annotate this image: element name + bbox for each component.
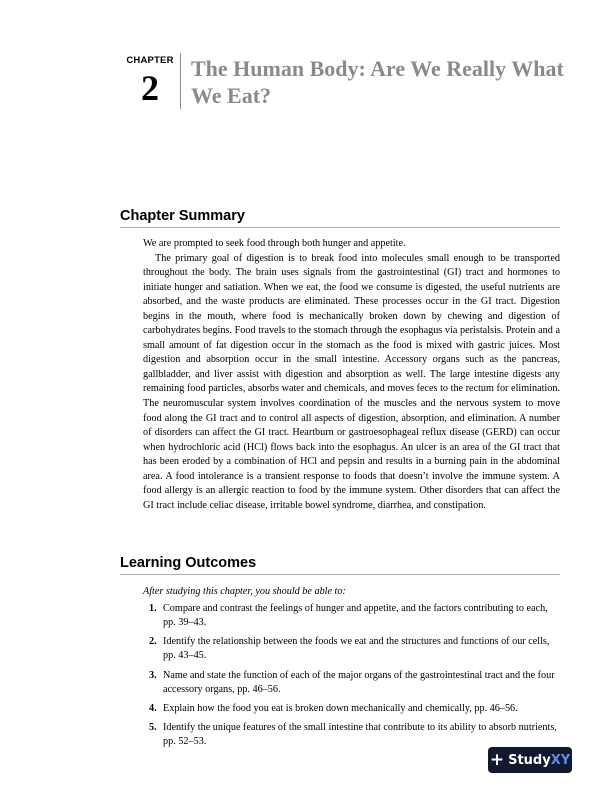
chapter-number: 2 [141, 68, 159, 108]
list-item-number: 2. [149, 636, 157, 648]
summary-divider [120, 227, 560, 228]
list-item-number: 4. [149, 702, 157, 714]
plus-icon: + [489, 749, 505, 770]
list-item-text: Explain how the food you eat is broken down mechanically and chemically, pp. 46–56. [163, 702, 518, 714]
chapter-divider [180, 53, 181, 109]
outcomes-divider [120, 574, 560, 575]
list-item [143, 721, 560, 749]
list-item-text: Identify the relationship between the foods we eat and the structures and functions of our cells, pp. 43–45. [163, 636, 550, 662]
list-item-number: 5. [149, 722, 157, 734]
list-item [143, 669, 560, 697]
outcomes-intro: After studying this chapter, you should be able to: [143, 586, 346, 597]
list-item [143, 602, 560, 630]
chapter-title: The Human Body: Are We Really What We Eat? [191, 56, 564, 108]
list-item-text: Name and state the function of each of the major organs of the gastrointestinal tract and the four accessory organs, pp. 46–56. [163, 669, 555, 695]
chapter-label: CHAPTER [126, 55, 174, 66]
list-item-number: 1. [149, 603, 157, 614]
list-item-number: 3. [149, 669, 157, 681]
list-item [143, 635, 560, 663]
studyxy-badge[interactable] [488, 747, 572, 773]
summary-body [143, 237, 560, 513]
list-item [143, 702, 560, 716]
brand-suffix: XY [550, 752, 571, 768]
summary-heading: Chapter Summary [120, 208, 245, 224]
outcomes-list [143, 602, 560, 754]
list-item-text: Compare and contrast the feelings of hunger and appetite, and the factors contributing to each, pp. 39–43. [163, 603, 548, 628]
summary-paragraph: We are prompted to seek food through both hunger and appetite. [143, 238, 406, 249]
outcomes-heading: Learning Outcomes [120, 555, 257, 571]
summary-paragraph: The primary goal of digestion is to break food into molecules small enough to be transported throughout the body. The brain uses signals from the gastrointestinal (GI) tract and hormones to initiate hunger and satiation. When we eat, the food we consume is digested, the useful nutrients are absorbed, and the waste products are eliminated. These processes occur in the GI tract. Digestion begins in the mouth, where food is mechanically broken down by chewing and digestion of carbohydrates begins. Food travels to the stomach through the esophagus via peristalsis. Protein and a small amount of fat digestion occur in the stomach as the food is mixed with gastric juices. Most digestion and absorption occur in the small intestine. Accessory organs such as the pancreas, gallbladder, and liver assist with digestion and absorption as well. The large intestine digests any remaining food particles, absorbs water and chemicals, and moves feces to the rectum for elimination. The neuromuscular system involves coordination of the muscles and the nervous system to move food along the GI tract and to control all aspects of digestion, absorption, and elimination. A number of disorders can affect the GI tract. Heartburn or gastroesophageal reflux disease (GERD) can occur when hydrochloric acid (HCl) flows back into the esophagus. An ulcer is an area of the GI tract that has been eroded by a combination of HCl and pepsin and results in a burning pain in the abdominal area. A food intolerance is a transient response to foods that doesn’t involve the immune system. A food allergy is an allergic reaction to food by the immune system. Other disorders that can affect the GI tract include celiac disease, irritable bowel syndrome, diarrhea, and constipation. [143, 252, 560, 511]
list-item-text: Identify the unique features of the small intestine that contribute to its ability to absorb nutrients, pp. 52–53. [163, 722, 557, 748]
brand-prefix: Study [508, 752, 551, 768]
brand-name [508, 753, 570, 768]
